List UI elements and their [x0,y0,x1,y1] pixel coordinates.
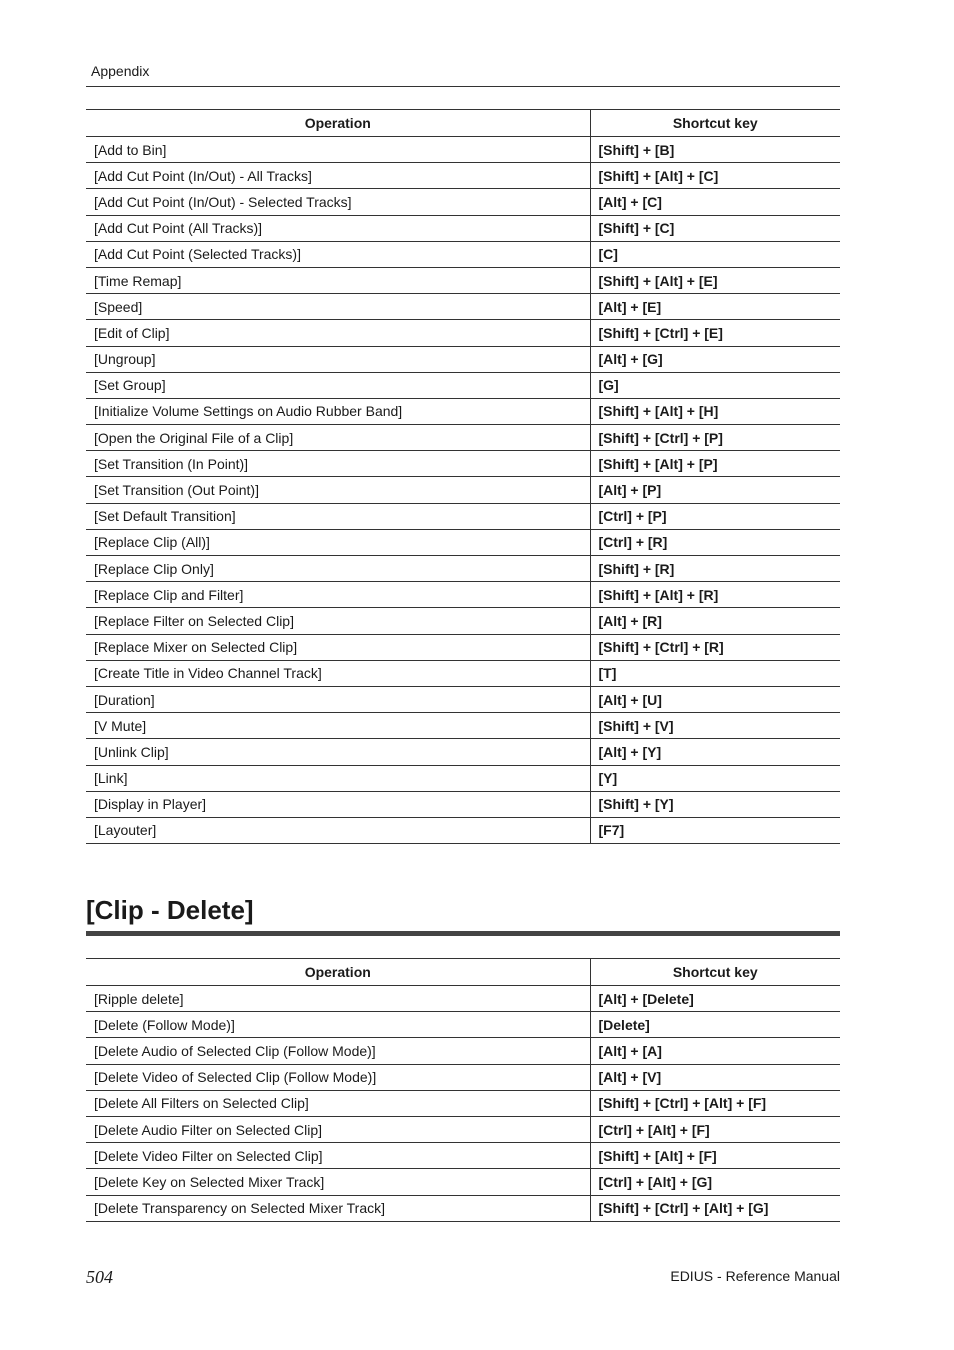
shortcut-cell: [Shift] + [Ctrl] + [Alt] + [G] [590,1195,840,1221]
table-row [86,1064,840,1090]
table-row [86,320,840,346]
table-row [86,529,840,555]
shortcut-cell: [Shift] + [V] [590,713,840,739]
operation-cell: [Add Cut Point (All Tracks)] [86,215,590,241]
table-row [86,582,840,608]
operation-cell: [Replace Clip Only] [86,556,590,582]
column-header-shortcut: Shortcut key [590,110,840,137]
table-header-row [86,110,840,137]
operation-cell: [Delete Key on Selected Mixer Track] [86,1169,590,1195]
shortcut-cell: [Alt] + [G] [590,346,840,372]
table-row [86,267,840,293]
table-row [86,1012,840,1038]
shortcut-cell: [Shift] + [B] [590,137,840,163]
running-header: Appendix [91,63,150,79]
table-row [86,986,840,1012]
operation-cell: [Delete Video Filter on Selected Clip] [86,1143,590,1169]
shortcut-cell: [Shift] + [Alt] + [E] [590,267,840,293]
table-row [86,713,840,739]
operation-cell: [Delete (Follow Mode)] [86,1012,590,1038]
table-row [86,765,840,791]
shortcut-cell: [Alt] + [Y] [590,739,840,765]
operation-cell: [Replace Clip and Filter] [86,582,590,608]
operation-cell: [Add Cut Point (Selected Tracks)] [86,241,590,267]
shortcut-cell: [Shift] + [Alt] + [F] [590,1143,840,1169]
table-row [86,189,840,215]
table-row [86,660,840,686]
manual-title: EDIUS - Reference Manual [670,1268,840,1284]
table-row [86,372,840,398]
shortcut-cell: [Shift] + [C] [590,215,840,241]
shortcut-cell: [Alt] + [E] [590,294,840,320]
operation-cell: [Display in Player] [86,791,590,817]
table-row [86,346,840,372]
shortcut-cell: [Shift] + [Ctrl] + [Alt] + [F] [590,1090,840,1116]
operation-cell: [Open the Original File of a Clip] [86,425,590,451]
shortcut-cell: [Alt] + [U] [590,686,840,712]
table-row [86,1143,840,1169]
table-row [86,1038,840,1064]
table-row [86,503,840,529]
operation-cell: [Create Title in Video Channel Track] [86,660,590,686]
table-body [86,986,840,1222]
section-title-underline [86,931,840,936]
shortcut-cell: [Shift] + [R] [590,556,840,582]
column-header-operation: Operation [86,110,590,137]
shortcut-cell: [C] [590,241,840,267]
shortcut-cell: [Shift] + [Alt] + [R] [590,582,840,608]
shortcut-cell: [Alt] + [C] [590,189,840,215]
operation-cell: [Unlink Clip] [86,739,590,765]
shortcut-cell: [Shift] + [Alt] + [C] [590,163,840,189]
shortcut-cell: [F7] [590,817,840,843]
shortcut-table-clip [86,109,840,844]
table-row [86,686,840,712]
table-row [86,1169,840,1195]
table-row [86,608,840,634]
operation-cell: [Delete Audio of Selected Clip (Follow Mode)] [86,1038,590,1064]
table-row [86,241,840,267]
table-row [86,1116,840,1142]
column-header-shortcut: Shortcut key [590,959,840,986]
shortcut-cell: [Shift] + [Alt] + [H] [590,398,840,424]
table-body [86,137,840,844]
operation-cell: [Time Remap] [86,267,590,293]
shortcut-cell: [Shift] + [Alt] + [P] [590,451,840,477]
shortcut-cell: [Ctrl] + [P] [590,503,840,529]
column-header-operation: Operation [86,959,590,986]
shortcut-cell: [Ctrl] + [Alt] + [G] [590,1169,840,1195]
operation-cell: [Delete Audio Filter on Selected Clip] [86,1116,590,1142]
operation-cell: [Speed] [86,294,590,320]
table-row [86,817,840,843]
shortcut-cell: [Shift] + [Ctrl] + [P] [590,425,840,451]
operation-cell: [Replace Filter on Selected Clip] [86,608,590,634]
shortcut-table-clip-delete [86,958,840,1222]
section-title: [Clip - Delete] [86,895,254,925]
table-row [86,425,840,451]
table-row [86,739,840,765]
table-row [86,215,840,241]
shortcut-cell: [Ctrl] + [R] [590,529,840,555]
operation-cell: [Delete Video of Selected Clip (Follow Mode)] [86,1064,590,1090]
shortcut-cell: [Delete] [590,1012,840,1038]
operation-cell: [Replace Mixer on Selected Clip] [86,634,590,660]
shortcut-cell: [Shift] + [Y] [590,791,840,817]
table-row [86,791,840,817]
table-row [86,556,840,582]
table-row [86,1195,840,1221]
operation-cell: [Delete Transparency on Selected Mixer Track] [86,1195,590,1221]
table-row [86,137,840,163]
operation-cell: [Set Transition (In Point)] [86,451,590,477]
shortcut-cell: [Alt] + [P] [590,477,840,503]
shortcut-cell: [G] [590,372,840,398]
operation-cell: [Add Cut Point (In/Out) - Selected Tracks] [86,189,590,215]
operation-cell: [Set Group] [86,372,590,398]
operation-cell: [Link] [86,765,590,791]
operation-cell: [Add to Bin] [86,137,590,163]
shortcut-cell: [Alt] + [A] [590,1038,840,1064]
table-row [86,477,840,503]
table-row [86,398,840,424]
shortcut-cell: [Alt] + [R] [590,608,840,634]
shortcut-cell: [Alt] + [V] [590,1064,840,1090]
table-header-row [86,959,840,986]
shortcut-cell: [Alt] + [Delete] [590,986,840,1012]
operation-cell: [Replace Clip (All)] [86,529,590,555]
table-row [86,1090,840,1116]
table-row [86,294,840,320]
operation-cell: [Initialize Volume Settings on Audio Rubber Band] [86,398,590,424]
table-row [86,451,840,477]
table-row [86,634,840,660]
operation-cell: [Set Transition (Out Point)] [86,477,590,503]
operation-cell: [Layouter] [86,817,590,843]
operation-cell: [Duration] [86,686,590,712]
table-row [86,163,840,189]
shortcut-cell: [Shift] + [Ctrl] + [E] [590,320,840,346]
operation-cell: [Ripple delete] [86,986,590,1012]
operation-cell: [Set Default Transition] [86,503,590,529]
operation-cell: [Add Cut Point (In/Out) - All Tracks] [86,163,590,189]
shortcut-cell: [T] [590,660,840,686]
page-number: 504 [86,1267,113,1287]
operation-cell: [V Mute] [86,713,590,739]
operation-cell: [Ungroup] [86,346,590,372]
operation-cell: [Edit of Clip] [86,320,590,346]
shortcut-cell: [Y] [590,765,840,791]
operation-cell: [Delete All Filters on Selected Clip] [86,1090,590,1116]
shortcut-cell: [Ctrl] + [Alt] + [F] [590,1116,840,1142]
header-divider [86,86,840,87]
shortcut-cell: [Shift] + [Ctrl] + [R] [590,634,840,660]
